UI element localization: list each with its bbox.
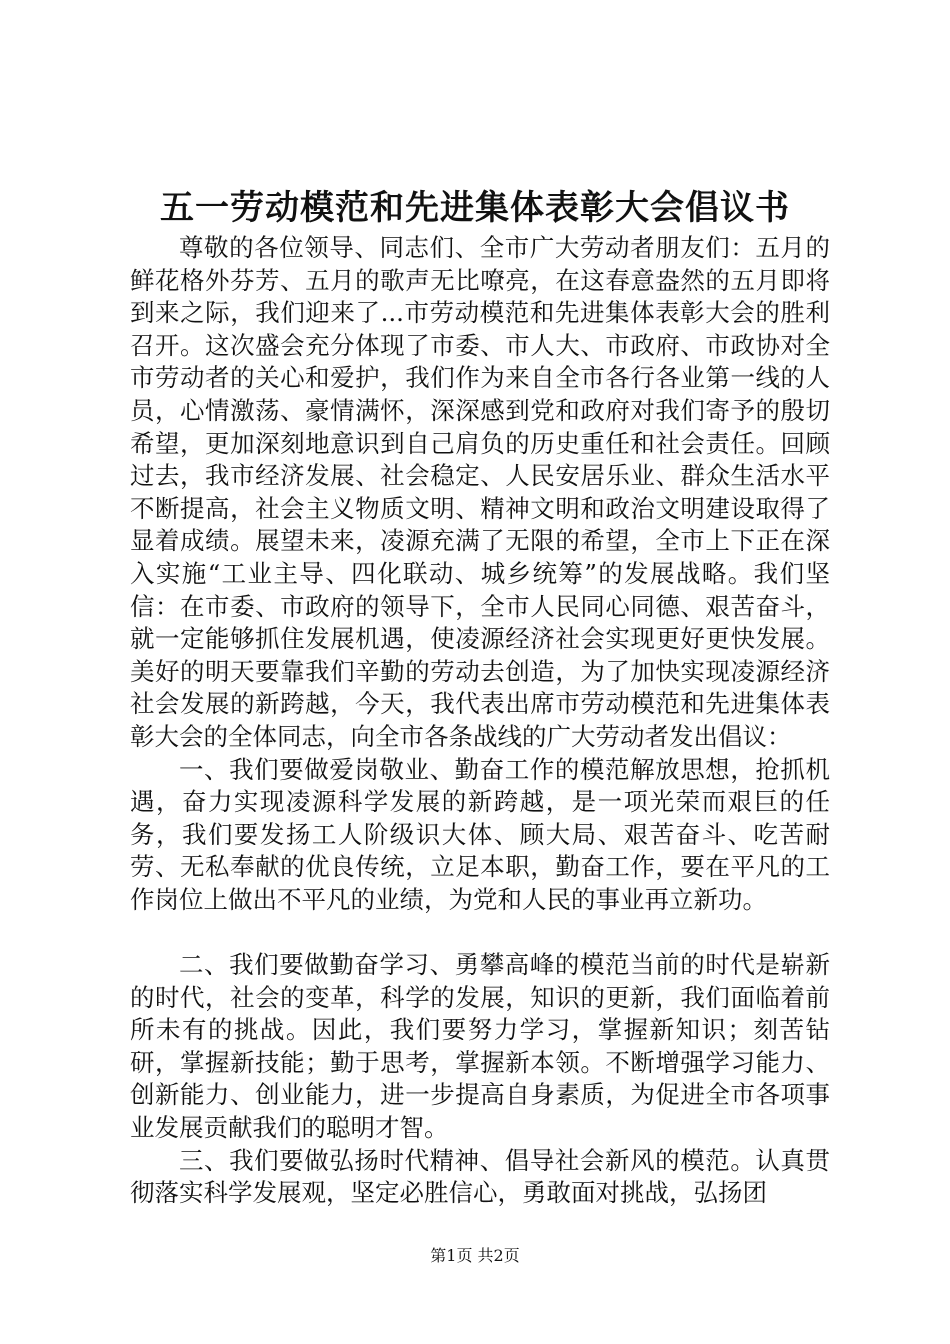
- paragraph-point-2: 二、我们要做勤奋学习、勇攀高峰的模范当前的时代是崭新的时代，社会的变革，科学的发展，知识的更新，我们面临着前所未有的挑战。因此，我们要努力学习，掌握新知识；刻苦钻研，掌握新技能；勤于思考，掌握新本领。不断增强学习能力、创新能力、创业能力，进一步提高自身素质，为促进全市各项事业发展贡献我们的聪明才智。: [130, 950, 830, 1143]
- page-number-footer: 第1页 共2页: [430, 1246, 520, 1265]
- paragraph-point-1: 一、我们要做爱岗敬业、勤奋工作的模范解放思想，抢抓机遇，奋力实现凌源科学发展的新跨越，是一项光荣而艰巨的任务，我们要发扬工人阶级识大体、顾大局、艰苦奋斗、吃苦耐劳、无私奉献的优良传统，立足本职，勤奋工作，要在平凡的工作岗位上做出不平凡的业绩，为党和人民的事业再立新功。: [130, 754, 830, 914]
- document-title: 五一劳动模范和先进集体表彰大会倡议书: [160, 188, 790, 228]
- paragraph-point-3: 三、我们要做弘扬时代精神、倡导社会新风的模范。认真贯彻落实科学发展观，坚定必胜信心，勇敢面对挑战，弘扬团: [130, 1145, 830, 1208]
- document-body: [130, 232, 830, 1210]
- paragraph-intro: 尊敬的各位领导、同志们、全市广大劳动者朋友们：五月的鲜花格外芬芳、五月的歌声无比嘹亮，在这春意盎然的五月即将到来之际，我们迎来了...市劳动模范和先进集体表彰大会的胜利召开。这次盛会充分体现了市委、市人大、市政府、市政协对全市劳动者的关心和爱护，我们作为来自全市各行各业第一线的人员，心情激荡、豪情满怀，深深感到党和政府对我们寄予的殷切希望，更加深刻地意识到自己肩负的历史重任和社会责任。回顾过去，我市经济发展、社会稳定、人民安居乐业、群众生活水平不断提高，社会主义物质文明、精神文明和政治文明建设取得了显着成绩。展望未来，凌源充满了无限的希望，全市上下正在深入实施“工业主导、四化联动、城乡统筹”的发展战略。我们坚信：在市委、市政府的领导下，全市人民同心同德、艰苦奋斗，就一定能够抓住发展机遇，使凌源经济社会实现更好更快发展。美好的明天要靠我们辛勤的劳动去创造，为了加快实现凌源经济社会发展的新跨越，今天，我代表出席市劳动模范和先进集体表彰大会的全体同志，向全市各条战线的广大劳动者发出倡议：: [130, 233, 830, 751]
